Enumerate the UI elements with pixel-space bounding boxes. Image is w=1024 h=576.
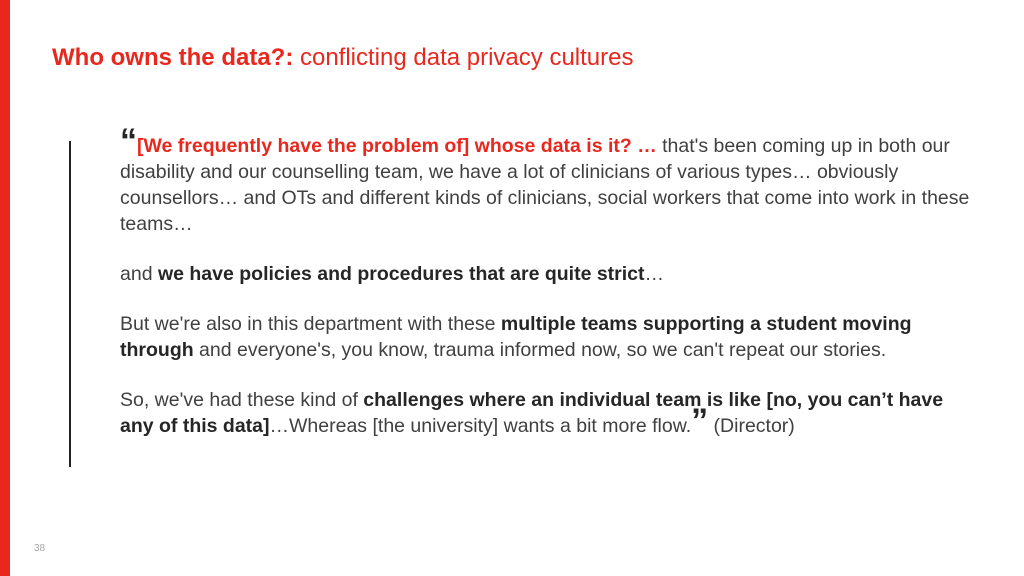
title-rest: conflicting data privacy cultures <box>293 44 634 71</box>
slide-title <box>52 42 633 74</box>
quote-p3-pre: But we're also in this department with these <box>120 313 501 335</box>
quote-highlight: [We frequently have the problem of] whose data is it? … <box>137 135 657 157</box>
quote-p4-pre: So, we've had these kind of <box>120 389 364 411</box>
close-quote-mark: ” <box>691 402 709 440</box>
quote-rule <box>69 141 71 467</box>
quote-p3-post: and everyone's, you know, trauma informed now, so we can't repeat our stories. <box>193 339 887 361</box>
quote-p2-bold: we have policies and procedures that are quite strict <box>157 263 645 285</box>
quote-p1-text: that's been coming up in both our disability and our counselling team, we have a lot of clinicians of various types… obviously counsellors… and OTs and different kinds of clinicians, social workers that come into work in these teams… <box>120 135 970 235</box>
quote-paragraph-2 <box>120 261 970 287</box>
quote-p3-bold: multiple teams supporting a student moving through <box>120 313 912 361</box>
quote-p2-pre: and <box>120 263 158 285</box>
quote-p4-post: …Whereas [the university] wants a bit more flow. <box>269 415 692 437</box>
quote-paragraph-4 <box>120 387 970 439</box>
title-bold: Who owns the data?: <box>52 44 294 71</box>
page-number: 38 <box>34 543 46 554</box>
quote-paragraph-1 <box>120 122 970 237</box>
quote-attribution: (Director) <box>708 415 795 437</box>
quote-paragraph-3 <box>120 311 970 363</box>
accent-bar <box>0 0 10 576</box>
quote-p4-bold: challenges where an individual team is like [no, you can’t have any of this data] <box>120 389 944 437</box>
quote-p2-post: … <box>644 263 665 285</box>
open-quote-mark: “ <box>120 122 137 160</box>
quote-block <box>120 122 970 463</box>
